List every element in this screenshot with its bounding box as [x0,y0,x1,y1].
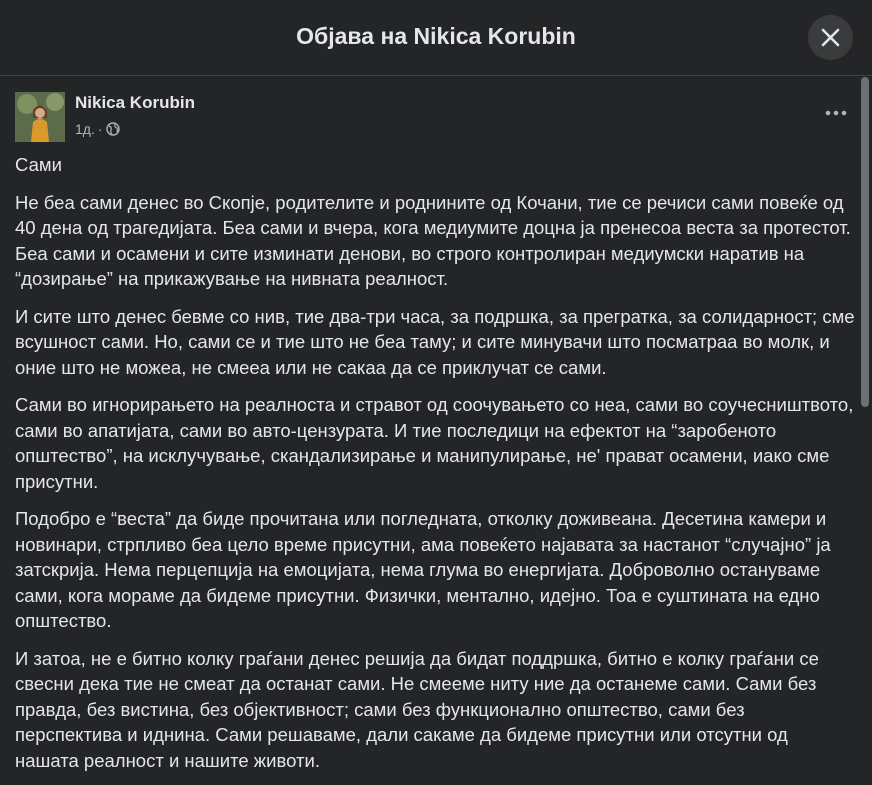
post-timestamp[interactable]: 1д. [75,121,95,137]
modal-header [0,0,872,76]
meta-separator: · [97,121,103,137]
post-content [0,77,858,771]
more-options-button[interactable] [818,101,854,125]
close-button[interactable] [808,15,853,60]
post-text [15,152,855,785]
modal-title: Објава на Nikica Korubin [296,23,576,49]
post-paragraph: Подобро е “веста” да биде прочитана или погледната, отколку доживеана. Десетина камери и новинари, стрпливо беа цело време присутни, ама повеќето најавата за настанот “случајно” ја затскрија. Нема перцепција на емоцијата, нема глума во енергијата. Доброволно остануваме сами, кога мораме да бидеме присутни. Физички, ментално, идејно. Тоа е суштината на едно општество. [15,508,831,631]
post-paragraph: Сами [15,154,62,175]
more-options-icon [818,101,854,125]
post-paragraph: И сите што денес бевме со нив, тие два-три часа, за подршка, за прегратка, за солидарност; сме всушност сами. Но, сами се и тие што не беа таму; и сите минувачи што посматраа во молк, и оние што не можеа, не смееа или не сакаа да се приклучат се сами. [15,305,855,378]
post-paragraph: Сами во игнорирањето на реалноста и стравот од соочувањето со неа, сами во соучесништвото, сами во апатијата, сами во авто-цензурата. И тие последици на ефектот на “заробеното општество”, на исклучување, скандализирање и манипулирање, не' прават осамени, иако сме присутни. [15,394,854,492]
post-paragraph: Не беа сами денес во Скопје, родителите и роднините од Кочани, тие се речиси сами повеќе од 40 дена од трагедијата. Беа сами и вчера, кога медиумите доцна ја пренесоа веста за протестот. Беа сами и осамени и сите изминати денови, во строго контролиран медиумски наратив на “дозирање” на прикажување на нивната реалност. [15,191,851,289]
close-icon [820,27,841,48]
scrollbar-thumb[interactable] [861,77,869,407]
scrollbar[interactable] [858,77,872,759]
post-meta [75,121,120,137]
post-paragraph: И затоа, не е битно колку граѓани денес решија да бидат поддршка, битно е колку граѓани се свесни дека тие не смеат да останат сами. Не смееме ниту ние да останеме сами. Сами без правда, без вистина, без објективност; сами без функционално општество, сами без перспектива и иднина. Сами решаваме, дали сакаме да бидеме присутни или отсутни од нашата реалност и нашите животи. [15,647,819,771]
author-name[interactable]: Nikica Korubin [75,93,195,112]
author-avatar[interactable] [15,92,65,142]
globe-icon [106,122,120,136]
